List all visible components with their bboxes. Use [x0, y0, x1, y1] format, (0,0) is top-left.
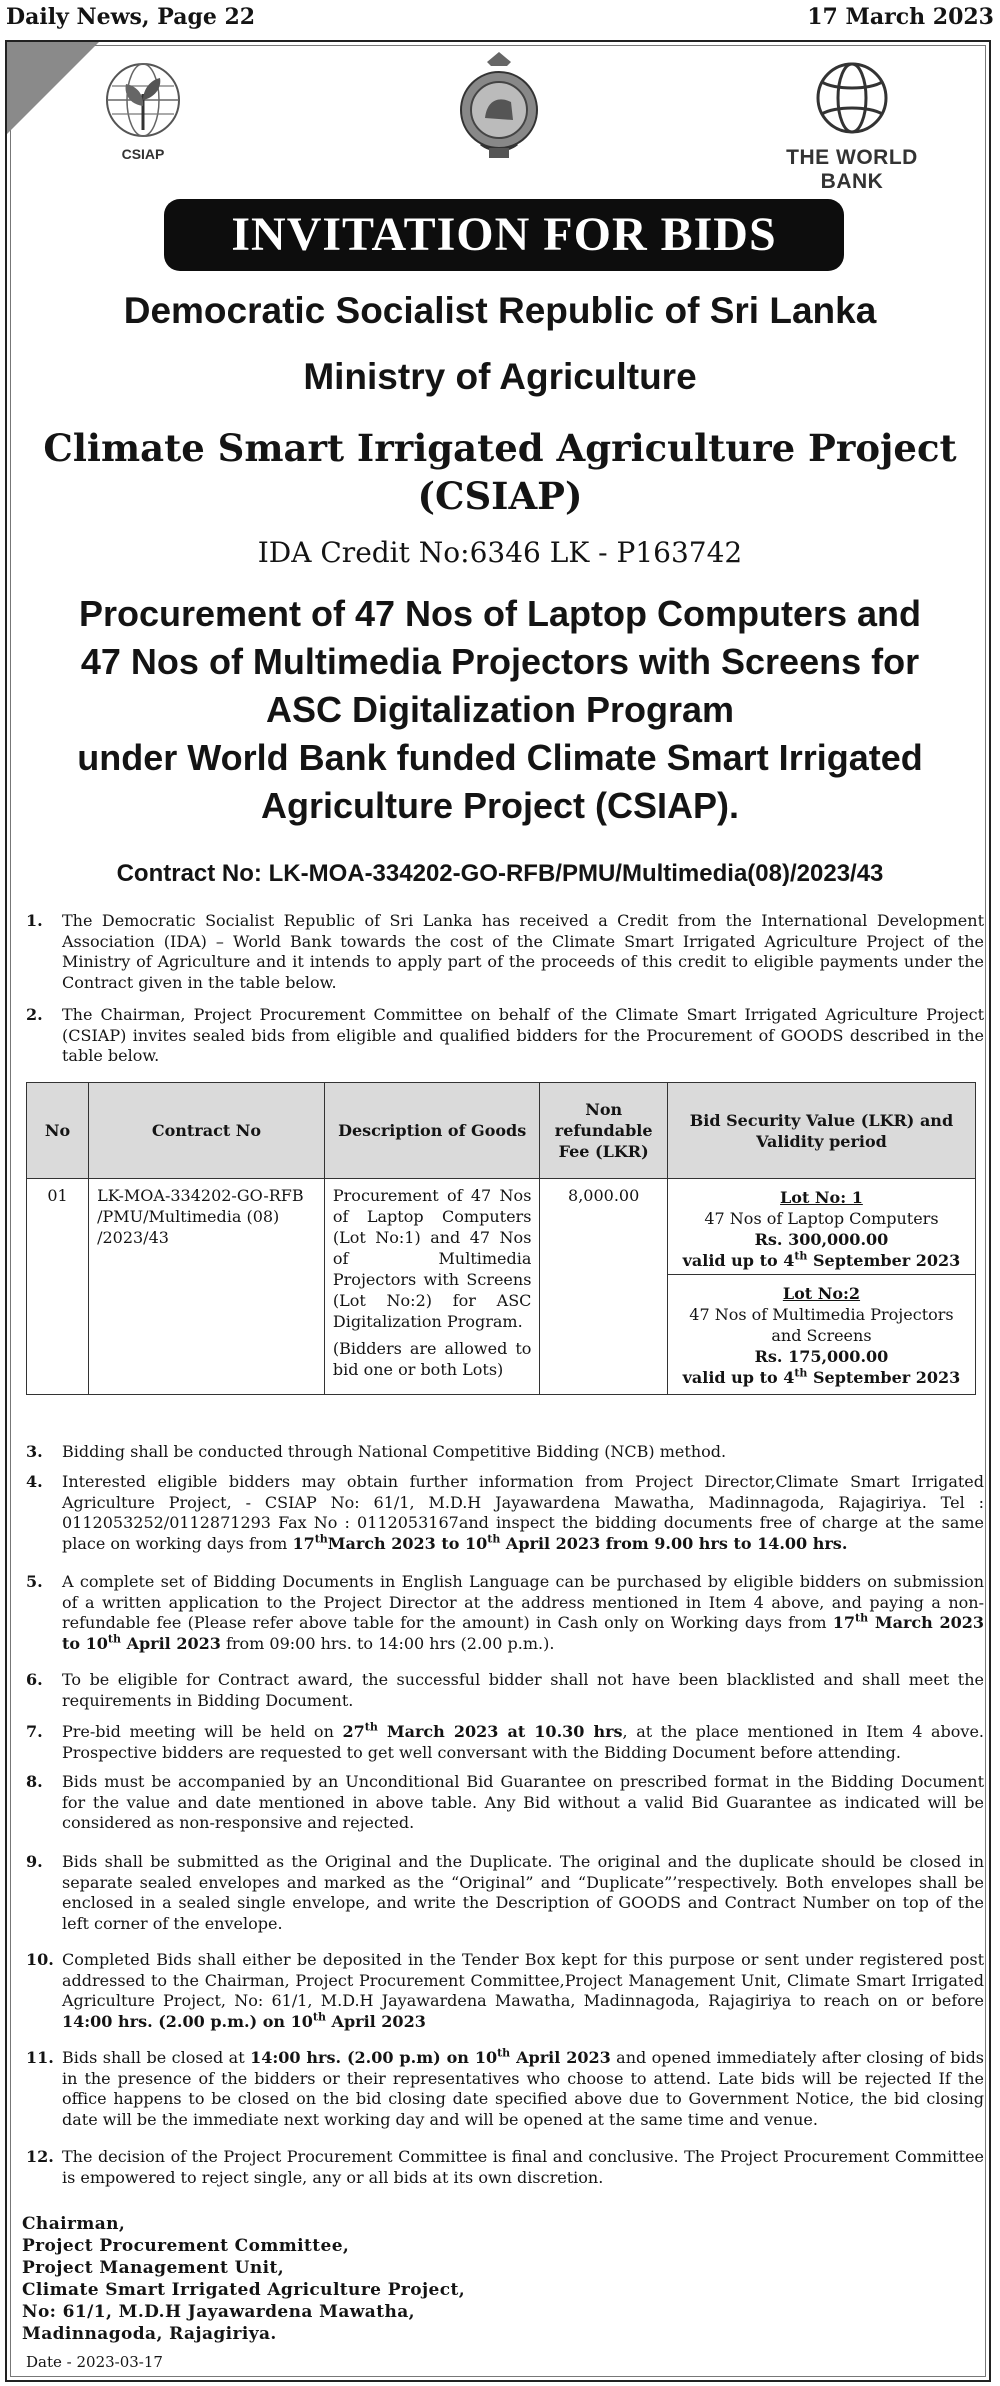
clause-date-sup: th: [855, 1611, 869, 1625]
table-header-row: [27, 1083, 976, 1179]
clause-text: The Democratic Socialist Republic of Sri Lanka has received a Credit from the International Development Association (IDA) – World Bank towards the cost of the Climate Smart Irrigated Agriculture Project of the Ministry of Agriculture and it intends to apply part of the proceeds of this credit to eligible payments under the Contract given in the table below.: [62, 911, 984, 992]
csiap-logo: [88, 60, 198, 165]
sri-lanka-emblem-icon: [455, 48, 543, 163]
clause-text: [62, 2048, 984, 2130]
clause-text-part: and opened immediately after closing of bids in the presence of the bidders or their representatives who choose to attend. Late bids will be rejected If the office happens to be closed on the bid closing date specified above due to Government Notice, the bid closing date will be the immediate next working day and will be opened at the same time and venue.: [62, 2048, 985, 2129]
header-contract-no: Contract No: [89, 1083, 325, 1179]
lot-1-item: 47 Nos of Laptop Computers: [704, 1209, 939, 1228]
clause-date: April 2023: [325, 2011, 426, 2031]
clause-6: [26, 1670, 984, 1711]
clause-text: [62, 1472, 984, 1554]
clause-9: [26, 1852, 984, 1934]
title-line: 47 Nos of Multimedia Projectors with Screens for: [80, 641, 920, 682]
clause-number: 12.: [26, 2147, 54, 2166]
signature-line: Project Procurement Committee,: [22, 2236, 350, 2256]
signature-line: Project Management Unit,: [22, 2258, 285, 2278]
contract-number: Contract No: LK-MOA-334202-GO-RFB/PMU/Multimedia(08)/2023/43: [116, 860, 884, 887]
clause-text: Bids must be accompanied by an Unconditional Bid Guarantee on prescribed format in the Bidding Document for the value and date mentioned in above table. Any Bid without a valid Bid Guarantee as indicated will be considered as non-responsive and rejected.: [62, 1772, 984, 1832]
clause-date-sup: th: [107, 1632, 121, 1646]
ida-credit-number: IDA Credit No:6346 LK - P163742: [257, 536, 743, 569]
clause-8: [26, 1772, 984, 1834]
issue-date: 17 March 2023: [807, 4, 994, 30]
clause-2: [26, 1005, 984, 1067]
clause-4: [26, 1472, 984, 1554]
signature-line: Climate Smart Irrigated Agriculture Project,: [22, 2280, 466, 2300]
clause-text-part: A complete set of Bidding Documents in English Language can be purchased by eligible bidders on submission of a written application to the Project Director at the address mentioned in Item 4 above, and paying a non-refundable fee (Please refer above table for the amount) in Cash only on Working days from: [62, 1572, 984, 1632]
lot-1: [668, 1179, 975, 1275]
bid-table: [26, 1082, 976, 1395]
clause-1: [26, 911, 984, 993]
invitation-banner: INVITATION FOR BIDS: [164, 199, 844, 271]
clause-text-part: Completed Bids shall either be deposited in the Tender Box kept for this purpose or sent under registered post addressed to the Chairman, Project Procurement Committee,Project Management Unit, Climate Smart Irrigated Agriculture Project, No: 61/1, M.D.H Jayawardena Mawatha, Madinnagoda, Rajagiriya to reach on or before: [62, 1950, 984, 2010]
clause-number: 1.: [26, 911, 43, 930]
ministry-heading: Ministry of Agriculture: [303, 356, 697, 397]
clause-11: [26, 2048, 984, 2130]
cell-contract-no: LK-MOA-334202-GO-RFB /PMU/Multimedia (08) /2023/43: [89, 1179, 325, 1395]
clause-date: March 2023 at 10.30 hrs: [377, 1722, 623, 1741]
clause-date: 27: [342, 1722, 365, 1741]
clause-date-sup: th: [314, 1532, 328, 1546]
lot-2-validity-sup: th: [794, 1366, 808, 1380]
clause-date-sup: th: [312, 2010, 326, 2024]
clause-date: 17: [292, 1533, 315, 1553]
clause-date: 14:00 hrs. (2.00 p.m) on 10: [250, 2048, 498, 2067]
clause-date: April 2023: [121, 1633, 221, 1653]
project-heading-line: (CSIAP): [417, 474, 583, 518]
clause-number: 3.: [26, 1442, 43, 1461]
world-bank-logo: [752, 60, 952, 193]
lot-1-validity-sup: th: [794, 1249, 808, 1263]
clause-number: 6.: [26, 1670, 43, 1689]
corner-decoration: [7, 42, 99, 134]
project-heading-line: Climate Smart Irrigated Agriculture Project: [43, 426, 957, 470]
notice-date: Date - 2023-03-17: [26, 2353, 163, 2371]
country-heading: Democratic Socialist Republic of Sri Lanka: [123, 290, 877, 331]
clause-text: The decision of the Project Procurement Committee is final and conclusive. The Project Procurement Committee is empowered to reject single, any or all bids at its own discretion.: [62, 2147, 984, 2187]
header-description: Description of Goods: [324, 1083, 540, 1179]
masthead: [0, 0, 1000, 36]
title-line: ASC Digitalization Program: [265, 689, 735, 730]
clause-12: [26, 2147, 984, 2188]
clause-text: Bids shall be submitted as the Original and the Duplicate. The original and the duplicate should be closed in separate sealed envelopes and marked as the “Original” and “Duplicate”’respectively. Both envelopes shall be enclosed in a sealed single envelope, and write the Description of GOODS and Contract Number on top of the left corner of the envelope.: [62, 1852, 984, 1933]
clause-date: 17: [832, 1613, 856, 1632]
clause-text-part: , at the place mentioned in Item 4 above. Prospective bidders are requested to get well conversant with the Bidding Document before attending.: [62, 1722, 984, 1762]
clause-date-sup: th: [487, 1532, 501, 1546]
lot-2-validity: valid up to 4: [682, 1368, 795, 1387]
lot-2-amount: Rs. 175,000.00: [754, 1347, 889, 1366]
cell-fee: 8,000.00: [540, 1179, 668, 1395]
lot-2-item: 47 Nos of Multimedia Projectors and Screens: [689, 1305, 954, 1345]
lot-2-heading: Lot No:2: [782, 1284, 861, 1303]
clause-date-sup: th: [497, 2046, 511, 2060]
lot-2-validity-rest: September 2023: [807, 1368, 961, 1387]
clause-number: 4.: [26, 1472, 43, 1491]
project-heading: [0, 424, 1000, 520]
clause-date-sup: th: [364, 1720, 378, 1734]
clause-text: [62, 1572, 984, 1654]
clause-number: 10.: [26, 1950, 54, 1969]
clause-number: 7.: [26, 1722, 43, 1741]
header-no: No: [27, 1083, 89, 1179]
description-text: Procurement of 47 Nos of Laptop Computers (Lot No:1) and 47 Nos of Multimedia Projectors with Screens (Lot No:2) for ASC Digitalization Program.: [332, 1186, 532, 1331]
clause-date: March 2023 to 10: [62, 1613, 984, 1653]
clause-date: 14:00 hrs. (2.00 p.m.) on 10: [62, 2011, 313, 2031]
world-bank-globe-icon: [752, 60, 952, 138]
procurement-title: [0, 590, 1000, 830]
clause-date: April 2023: [510, 2048, 611, 2067]
csiap-logo-text: CSIAP: [121, 146, 165, 162]
page-label: Daily News, Page 22: [6, 4, 256, 30]
clause-5: [26, 1572, 984, 1654]
clause-text: [62, 1722, 984, 1763]
cell-description: [324, 1179, 540, 1395]
clause-3: [26, 1442, 984, 1463]
clause-7: [26, 1722, 984, 1763]
clause-text-part: Bids shall be closed at: [62, 2048, 251, 2067]
cell-bid-security: [667, 1179, 975, 1395]
lot-1-validity-rest: September 2023: [807, 1251, 961, 1270]
cell-no: 01: [27, 1179, 89, 1395]
clause-text-part: from 09:00 hrs. to 14:00 hrs (2.00 p.m.).: [220, 1633, 555, 1653]
title-line: Procurement of 47 Nos of Laptop Computers and: [78, 593, 922, 634]
table-row: [27, 1179, 976, 1395]
header-fee: Non refundable Fee (LKR): [540, 1083, 668, 1179]
government-emblem: [455, 48, 543, 163]
signature-line: No: 61/1, M.D.H Jayawardena Mawatha,: [22, 2302, 415, 2322]
lot-2: [668, 1275, 975, 1394]
clause-text: Bidding shall be conducted through National Competitive Bidding (NCB) method.: [62, 1442, 727, 1461]
clause-date: April 2023 from 9.00 hrs to 14.00 hrs.: [500, 1533, 848, 1553]
clause-number: 5.: [26, 1572, 43, 1591]
clause-number: 11.: [26, 2048, 54, 2067]
title-line: under World Bank funded Climate Smart Irrigated: [77, 737, 923, 778]
lot-1-validity: valid up to 4: [682, 1251, 795, 1270]
signature-line: Madinnagoda, Rajagiriya.: [22, 2324, 277, 2344]
clause-text: [62, 1950, 984, 2032]
clause-number: 8.: [26, 1772, 43, 1791]
clause-number: 2.: [26, 1005, 43, 1024]
lot-1-amount: Rs. 300,000.00: [754, 1230, 889, 1249]
clause-date: March 2023 to 10: [327, 1533, 488, 1553]
clause-text: To be eligible for Contract award, the successful bidder shall not have been blacklisted and shall meet the requirements in Bidding Document.: [62, 1670, 984, 1710]
clause-text-part: Pre-bid meeting will be held on: [62, 1722, 343, 1741]
header-bid-security: Bid Security Value (LKR) and Validity period: [667, 1083, 975, 1179]
clause-10: [26, 1950, 984, 2032]
description-note: (Bidders are allowed to bid one or both Lots): [332, 1339, 532, 1379]
lot-1-heading: Lot No: 1: [780, 1188, 863, 1207]
signature-line: Chairman,: [22, 2214, 126, 2234]
clause-text: The Chairman, Project Procurement Committee on behalf of the Climate Smart Irrigated Agriculture Project (CSIAP) invites sealed bids from eligible and qualified bidders for the Procurement of GOODS described in the table below.: [62, 1005, 984, 1065]
clause-text-part: Interested eligible bidders may obtain further information from Project Director,Climate Smart Irrigated Agriculture Project, - CSIAP No: 61/1, M.D.H Jayawardena Mawatha, Madinnagoda, Rajagiriya. Tel : 0112053252/0112871293 Fax No : 0112053167and inspect the bidding documents free of charge at the same place on working days from: [62, 1472, 984, 1553]
clause-number: 9.: [26, 1852, 43, 1871]
title-line: Agriculture Project (CSIAP).: [260, 785, 740, 826]
signature-block: [22, 2213, 465, 2345]
globe-plant-icon: [88, 60, 198, 140]
world-bank-logo-text: THE WORLD BANK: [786, 146, 918, 193]
